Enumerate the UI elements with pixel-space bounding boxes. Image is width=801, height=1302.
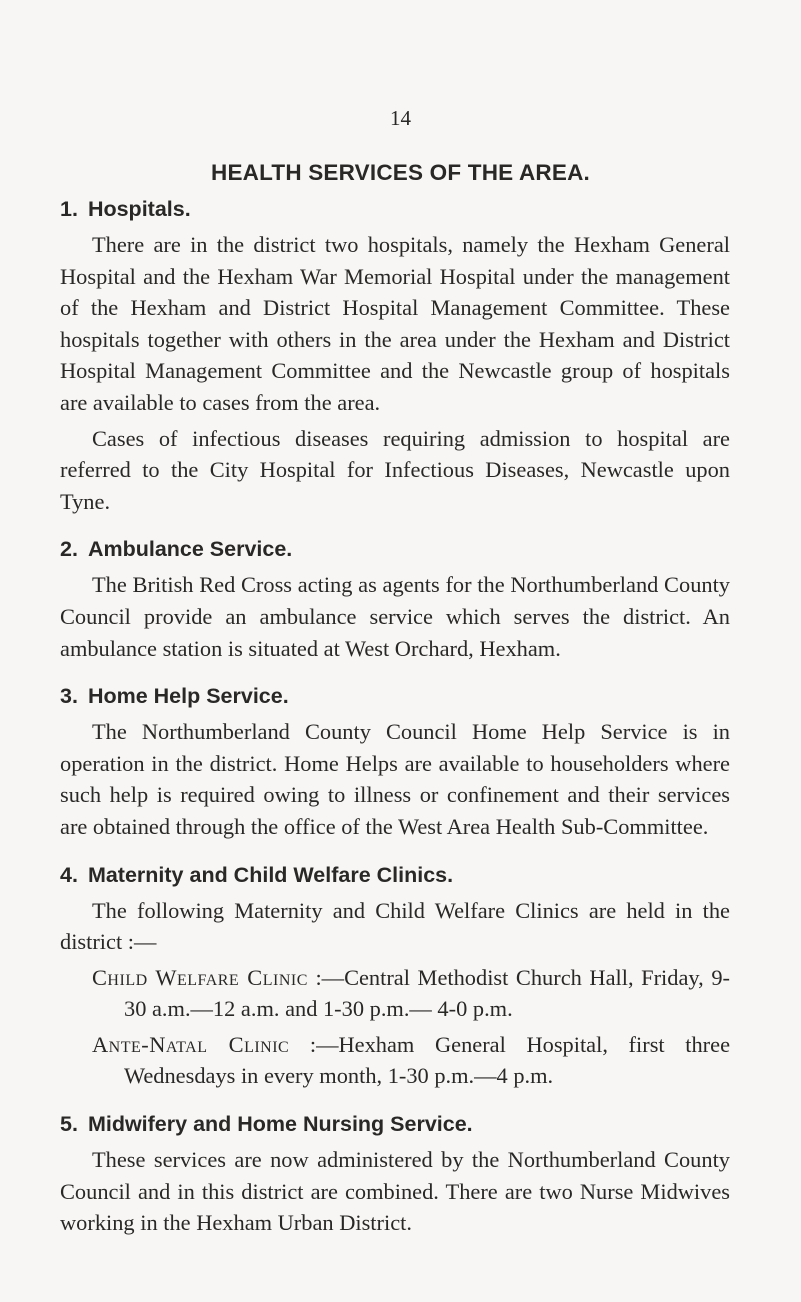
paragraph: There are in the district two hospitals, namely the Hexham General Hospital and the Hexham War Memorial Hospital under the management of the Hexham and District Hospital Management Committee. These hospitals together with others in the area under the Hexham and District Hospital Management Committee and the Newcastle group of hospitals are available to cases from the area.: [60, 232, 730, 415]
page-title: HEALTH SERVICES OF THE AREA.: [211, 160, 590, 185]
paragraph: These services are now administered by the Northumberland County Council and in this district are combined. There are two Nurse Midwives working in the Hexham Urban District.: [60, 1147, 730, 1236]
clinic-entry: [92, 962, 730, 1025]
clinic-name: Ante-Natal Clinic: [92, 1031, 290, 1057]
section-hospitals: [60, 189, 730, 517]
section-heading: 1. Hospitals.: [60, 197, 191, 221]
section-ambulance-service: [60, 529, 730, 664]
document-body: [60, 189, 730, 1239]
clinic-entry: [92, 1029, 730, 1092]
section-home-help-service: [60, 676, 730, 842]
section-maternity-clinics: [60, 855, 730, 1093]
section-midwifery-nursing: [60, 1104, 730, 1239]
paragraph: Cases of infectious diseases requiring admission to hospital are referred to the City Hospital for Infectious Diseases, Newcastle upon Tyne.: [60, 425, 730, 514]
section-heading: 5. Midwifery and Home Nursing Service.: [60, 1112, 473, 1137]
page-number: 14: [390, 106, 411, 130]
clinic-name: Child Welfare Clinic: [92, 964, 308, 990]
paragraph: The British Red Cross acting as agents for the Northumberland County Council provide an ambulance service which serves the district. An ambulance station is situated at West Orchard, Hexham.: [60, 572, 730, 661]
section-heading: 2. Ambulance Service.: [60, 537, 293, 562]
paragraph: The following Maternity and Child Welfare Clinics are held in the district :—: [60, 897, 730, 955]
clinic-details: :—Central Methodist Church Hall, Friday, 9-30 a.m.—12 a.m. and 1-30 p.m.— 4-0 p.m.: [124, 964, 730, 1022]
clinic-details: :—Hexham General Hospital, first three Wednesdays in every month, 1-30 p.m.—4 p.m.: [124, 1031, 731, 1089]
paragraph: The Northumberland County Council Home Help Service is in operation in the district. Home Helps are available to householders where such help is required owing to illness or confinement and their services are obtained through the office of the West Area Health Sub-Committee.: [60, 719, 730, 839]
section-heading: 4. Maternity and Child Welfare Clinics.: [60, 862, 454, 887]
section-heading: 3. Home Help Service.: [60, 684, 289, 709]
